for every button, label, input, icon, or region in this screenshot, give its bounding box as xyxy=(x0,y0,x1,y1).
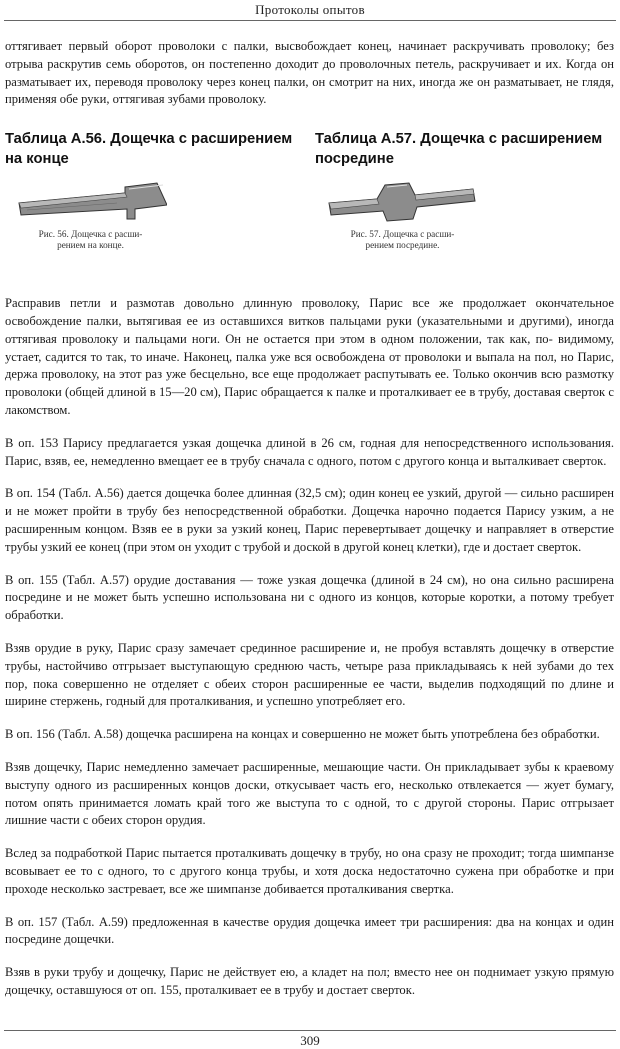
body-paragraph: В оп. 154 (Табл. А.56) дается дощечка более длинная (32,5 см); один конец ее узкий, другой — сильно расширен и не может пройти в трубу без непосредственной обработки. Дощечка нарочно подается Парису узким, а не расширенным концом. Взяв ее в руки за узкий конец, Парис перевертывает дощечку и направляет в отверстие трубы узкий ее конец (при этом он уходит с трубой и доской в другой конец клетки), где и достает сверток. xyxy=(5,486,614,554)
caption-line: рением на конце. xyxy=(57,240,124,251)
body-paragraph: Взяв орудие в руку, Парис сразу замечает срединное расширение и, не пробуя вставлять дощечку в отверстие трубы, настойчиво отгрызает выступающую среднюю часть, четыре раза прикладываясь к ней зубами до тех пор, пока совершенно не отделяет с обеих сторон расширенные ее части, выделив подходящий по длине и ширине стержень, годный для проталкивания, и успешно употребляет его. xyxy=(5,640,614,709)
page-number: 309 xyxy=(300,1033,320,1048)
header-rule xyxy=(4,20,616,21)
table-a56-caption xyxy=(33,229,148,251)
board-middle-widened-illustration xyxy=(327,179,477,229)
body-paragraph: Вслед за подработкой Парис пытается проталкивать дощечку в трубу, но она сразу не проходит; тогда шимпанзе всовывает ее то с одного, то с другого конца трубы, и хотя доска недостаточно сужена при обработке и при проходе несколько застревает, все же шимпанзе добивается проталкивания свертка. xyxy=(5,846,614,896)
body-paragraph: В оп. 157 (Табл. А.59) предложенная в качестве орудия дощечка имеет три расширения: два на концах и один посредине дощечки. xyxy=(5,914,614,947)
body-paragraph: Взяв дощечку, Парис немедленно замечает расширенные, мешающие части. Он прикладывает зубы к краевому выступу одного из расширенных концов доски, откусывает часть его, несколько отвлекается — жует бумагу, потом опять принимается ломать край того же выступа то с одной, то с другой стороны. Парис отгрызает лишние части с обеих сторон орудия. xyxy=(5,759,614,828)
caption-line: рением посредине. xyxy=(365,240,440,251)
caption-line: Рис. 56. Дощечка с расши- xyxy=(38,229,143,240)
table-a57-title: Таблица А.57. Дощечка с расширением посредине xyxy=(315,131,603,168)
page-body xyxy=(5,38,614,1015)
footer-rule xyxy=(4,1030,616,1031)
body-paragraph: В оп. 155 (Табл. А.57) орудие доставания — тоже узкая дощечка (длиной в 24 см), но она сильно расширена посредине и не может быть успешно использована ни с одного из концов, которые коротки, а потому требует обработки. xyxy=(5,572,614,623)
body-paragraph: Расправив петли и размотав довольно длинную проволоку, Парис все же продолжает окончательное освобождение палки, вытягивая ее из оставшихся витков пальцами руки (указательными и другими), иногда оттягивая проволоку и пальцами ноги. Он не остается при этом в одном положении, так как, по- видимому, устает, садится то так, то иначе. Наконец, палка уже вся освобождена от проволоки и выпала на пол, но Парис, держа проволоку, на этот раз уже бесцельно, все еще продолжает распутывать ее. Только окончив всю размотку проволоки (общей длиной в 15—20 см), Парис обращается к палке и проталкивает ее в трубу, доставая сверток с лакомством. xyxy=(5,296,614,417)
body-paragraph: В оп. 153 Парису предлагается узкая дощечка длиной в 26 см, годная для непосредственного использования. Парис, взяв, ее, немедленно вмещает ее в трубу сначала с одного, потом с другого конца и выталкивает сверток. xyxy=(5,435,614,468)
figure-tables xyxy=(5,129,614,287)
intro-paragraph: оттягивает первый оборот проволоки с палки, высвобождает конец, начинает раскручивать проволоку; без отрыва раскрутив семь оборотов, он постепенно доходит до проволочных петель, раскручивает и их. Когда он разматывает их, переводя проволоку через конец палки, он смотрит на них, иногда же он разматывает, не глядя, применяя обе руки, оттягивая зубами проволоку. xyxy=(5,39,614,107)
table-a56 xyxy=(5,129,305,251)
caption-line: Рис. 57. Дощечка с расши- xyxy=(350,229,455,240)
board-end-widened-illustration xyxy=(17,179,167,229)
table-a57 xyxy=(315,129,615,251)
table-a56-title: Таблица А.56. Дощечка с расширением на конце xyxy=(5,131,293,168)
table-a57-caption xyxy=(345,229,460,251)
running-header: Протоколы опытов xyxy=(255,2,365,17)
body-paragraph: В оп. 156 (Табл. А.58) дощечка расширена на концах и совершенно не может быть употреблена без обработки. xyxy=(5,727,600,742)
body-paragraph: Взяв в руки трубу и дощечку, Парис не действует ею, а кладет на пол; вместо нее он поднимает узкую прямую дощечку, оставшуюся от оп. 155, проталкивает ее в трубу и достает сверток. xyxy=(5,965,614,997)
